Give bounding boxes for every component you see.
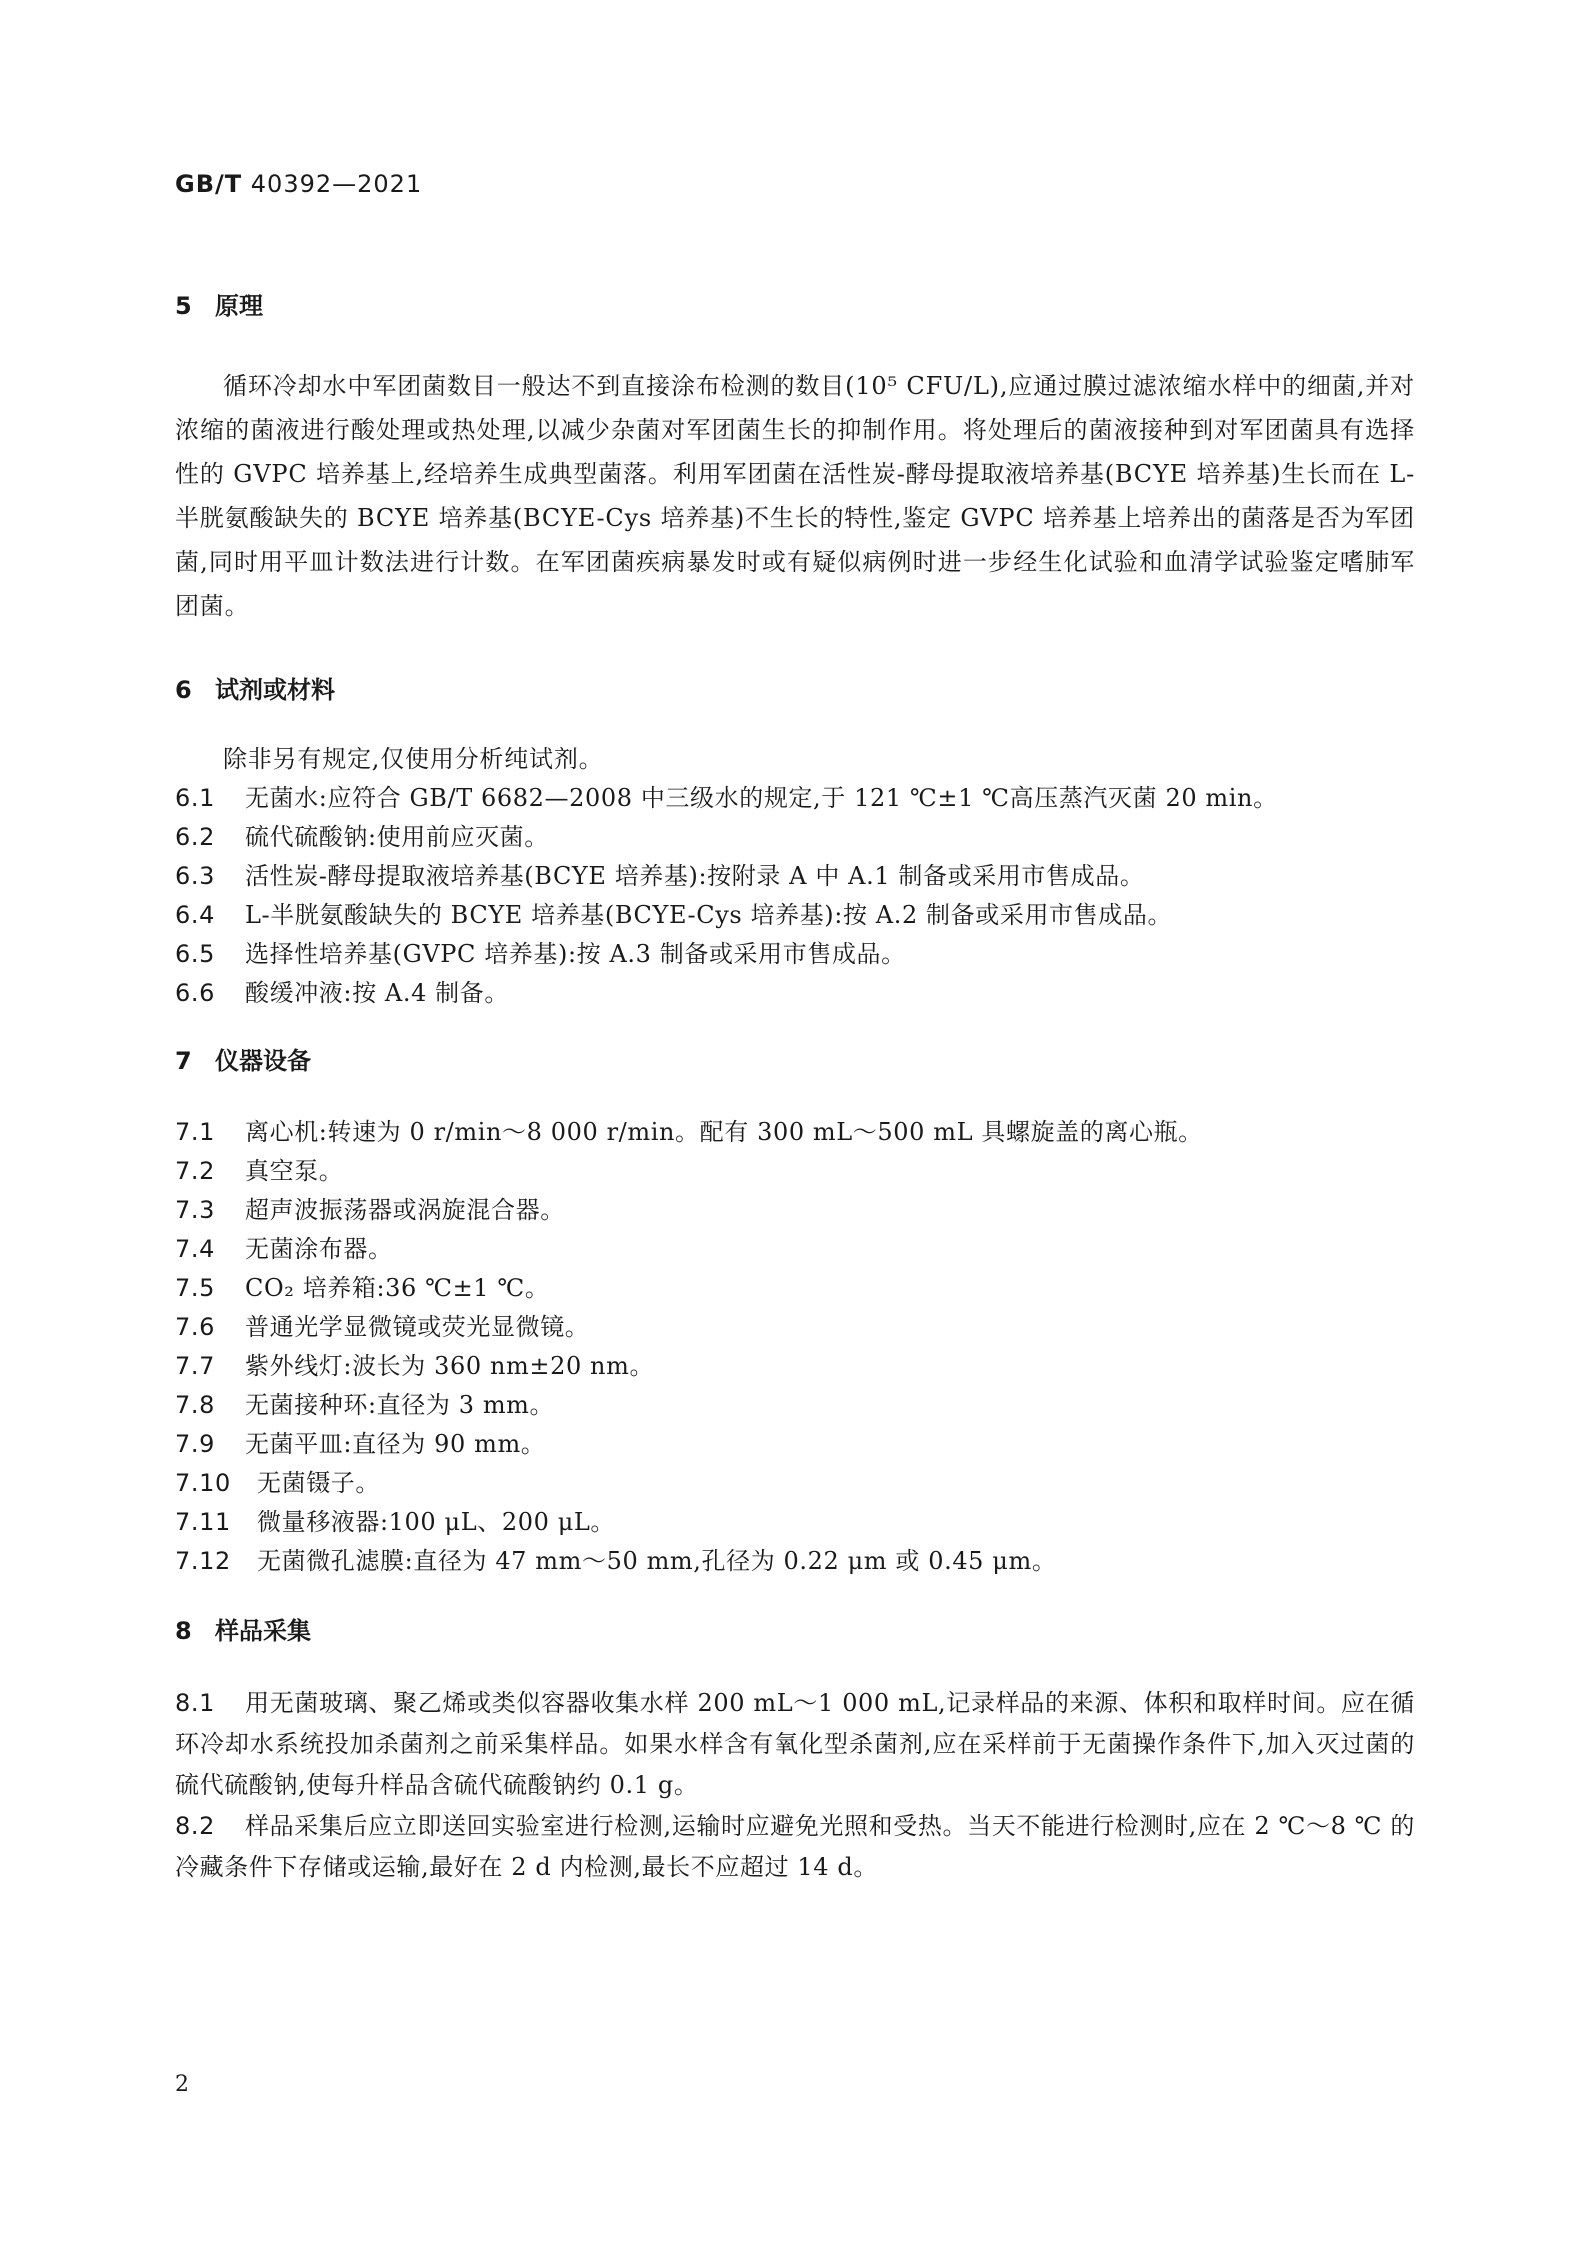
- list-item: [175, 935, 1415, 974]
- section-6-heading: [175, 672, 1415, 708]
- item-text: 离心机:转速为 0 r/min～8 000 r/min。配有 300 mL～500 mL 具螺旋盖的离心瓶。: [245, 1118, 1203, 1146]
- item-number: 6.2: [175, 823, 215, 851]
- item-number: 7.8: [175, 1391, 215, 1419]
- list-item: [175, 974, 1415, 1013]
- list-item: [175, 1542, 1415, 1581]
- section-title: 样品采集: [215, 1617, 311, 1645]
- list-item: [175, 1191, 1415, 1230]
- item-text: L-半胱氨酸缺失的 BCYE 培养基(BCYE-Cys 培养基):按 A.2 制备或采用市售成品。: [245, 901, 1173, 929]
- list-item: [175, 1152, 1415, 1191]
- item-number: 7.6: [175, 1313, 215, 1341]
- item-number: 8.1: [175, 1689, 215, 1717]
- standard-number: 40392—2021: [250, 170, 423, 198]
- item-number: 6.4: [175, 901, 215, 929]
- standard-code: GB/T: [175, 170, 243, 198]
- item-text: 微量移液器:100 μL、200 μL。: [257, 1508, 616, 1536]
- item-number: 7.3: [175, 1196, 215, 1224]
- list-item: [175, 1503, 1415, 1542]
- item-number: 7.11: [175, 1508, 231, 1536]
- item-number: 6.6: [175, 979, 215, 1007]
- item-number: 7.10: [175, 1469, 231, 1497]
- item-number: 6.5: [175, 940, 215, 968]
- standard-header: [175, 170, 422, 198]
- section-5-paragraph: 循环冷却水中军团菌数目一般达不到直接涂布检测的数目(10⁵ CFU/L),应通过膜过滤浓缩水样中的细菌,并对浓缩的菌液进行酸处理或热处理,以减少杂菌对军团菌生长的抑制作用。将处理后的菌液接种到对军团菌具有选择性的 GVPC 培养基上,经培养生成典型菌落。利用军团菌在活性炭-酵母提取液培养基(BCYE 培养基)生长而在 L-半胱氨酸缺失的 BCYE 培养基(BCYE-Cys 培养基)不生长的特性,鉴定 GVPC 培养基上培养出的菌落是否为军团菌,同时用平皿计数法进行计数。在军团菌疾病暴发时或有疑似病例时进一步经生化试验和血清学试验鉴定嗜肺军团菌。: [175, 372, 1415, 620]
- item-text: 活性炭-酵母提取液培养基(BCYE 培养基):按附录 A 中 A.1 制备或采用市售成品。: [245, 862, 1145, 890]
- item-text: 无菌接种环:直径为 3 mm。: [245, 1391, 555, 1419]
- item-number: 7.4: [175, 1235, 215, 1263]
- item-number: 7.12: [175, 1547, 231, 1575]
- list-item: [175, 1425, 1415, 1464]
- section-title: 仪器设备: [215, 1047, 311, 1075]
- list-item: [175, 818, 1415, 857]
- item-number: 6.1: [175, 784, 215, 812]
- item-text: 无菌镊子。: [257, 1469, 380, 1497]
- document-body: [175, 288, 1415, 1888]
- list-item: [175, 1806, 1415, 1888]
- list-item: [175, 1386, 1415, 1425]
- section-number: 6: [175, 676, 192, 704]
- item-text: 酸缓冲液:按 A.4 制备。: [245, 979, 509, 1007]
- item-number: 7.1: [175, 1118, 215, 1146]
- section-6-intro: 除非另有规定,仅使用分析纯试剂。: [223, 745, 604, 773]
- list-item: [175, 1269, 1415, 1308]
- item-text: 无菌平皿:直径为 90 mm。: [245, 1430, 546, 1458]
- list-item: [175, 1230, 1415, 1269]
- item-number: 7.5: [175, 1274, 215, 1302]
- section-number: 7: [175, 1047, 192, 1075]
- section-7-heading: [175, 1043, 1415, 1079]
- item-text: 选择性培养基(GVPC 培养基):按 A.3 制备或采用市售成品。: [245, 940, 906, 968]
- item-text: 硫代硫酸钠:使用前应灭菌。: [245, 823, 549, 851]
- page-number: 2: [175, 2072, 189, 2097]
- section-title: 试剂或材料: [215, 676, 335, 704]
- item-number: 7.2: [175, 1157, 215, 1185]
- section-8-heading: [175, 1613, 1415, 1649]
- item-text: CO₂ 培养箱:36 ℃±1 ℃。: [245, 1274, 550, 1302]
- list-item: [175, 1308, 1415, 1347]
- list-item: [175, 857, 1415, 896]
- list-item: [175, 896, 1415, 935]
- item-text: 无菌微孔滤膜:直径为 47 mm～50 mm,孔径为 0.22 μm 或 0.45 μm。: [257, 1547, 1057, 1575]
- section-title: 原理: [215, 292, 263, 320]
- item-text: 真空泵。: [245, 1157, 344, 1185]
- section-5-heading: [175, 288, 1415, 324]
- item-number: 7.7: [175, 1352, 215, 1380]
- item-text: 样品采集后应立即送回实验室进行检测,运输时应避免光照和受热。当天不能进行检测时,应在 2 ℃～8 ℃ 的冷藏条件下存储或运输,最好在 2 d 内检测,最长不应超过 14 d。: [175, 1812, 1415, 1881]
- item-text: 无菌涂布器。: [245, 1235, 393, 1263]
- item-text: 无菌水:应符合 GB/T 6682—2008 中三级水的规定,于 121 ℃±1 ℃高压蒸汽灭菌 20 min。: [245, 784, 1278, 812]
- item-text: 超声波振荡器或涡旋混合器。: [245, 1196, 565, 1224]
- item-number: 8.2: [175, 1812, 215, 1840]
- section-number: 8: [175, 1617, 192, 1645]
- list-item: [175, 1347, 1415, 1386]
- item-text: 普通光学显微镜或荧光显微镜。: [245, 1313, 590, 1341]
- item-text: 用无菌玻璃、聚乙烯或类似容器收集水样 200 mL～1 000 mL,记录样品的来源、体积和取样时间。应在循环冷却水系统投加杀菌剂之前采集样品。如果水样含有氧化型杀菌剂,应在采样前于无菌操作条件下,加入灭过菌的硫代硫酸钠,使每升样品含硫代硫酸钠约 0.1 g。: [175, 1689, 1415, 1799]
- item-number: 7.9: [175, 1430, 215, 1458]
- item-number: 6.3: [175, 862, 215, 890]
- list-item: [175, 779, 1415, 818]
- section-number: 5: [175, 292, 192, 320]
- item-text: 紫外线灯:波长为 360 nm±20 nm。: [245, 1352, 655, 1380]
- list-item: [175, 1113, 1415, 1152]
- list-item: [175, 1464, 1415, 1503]
- list-item: [175, 1683, 1415, 1806]
